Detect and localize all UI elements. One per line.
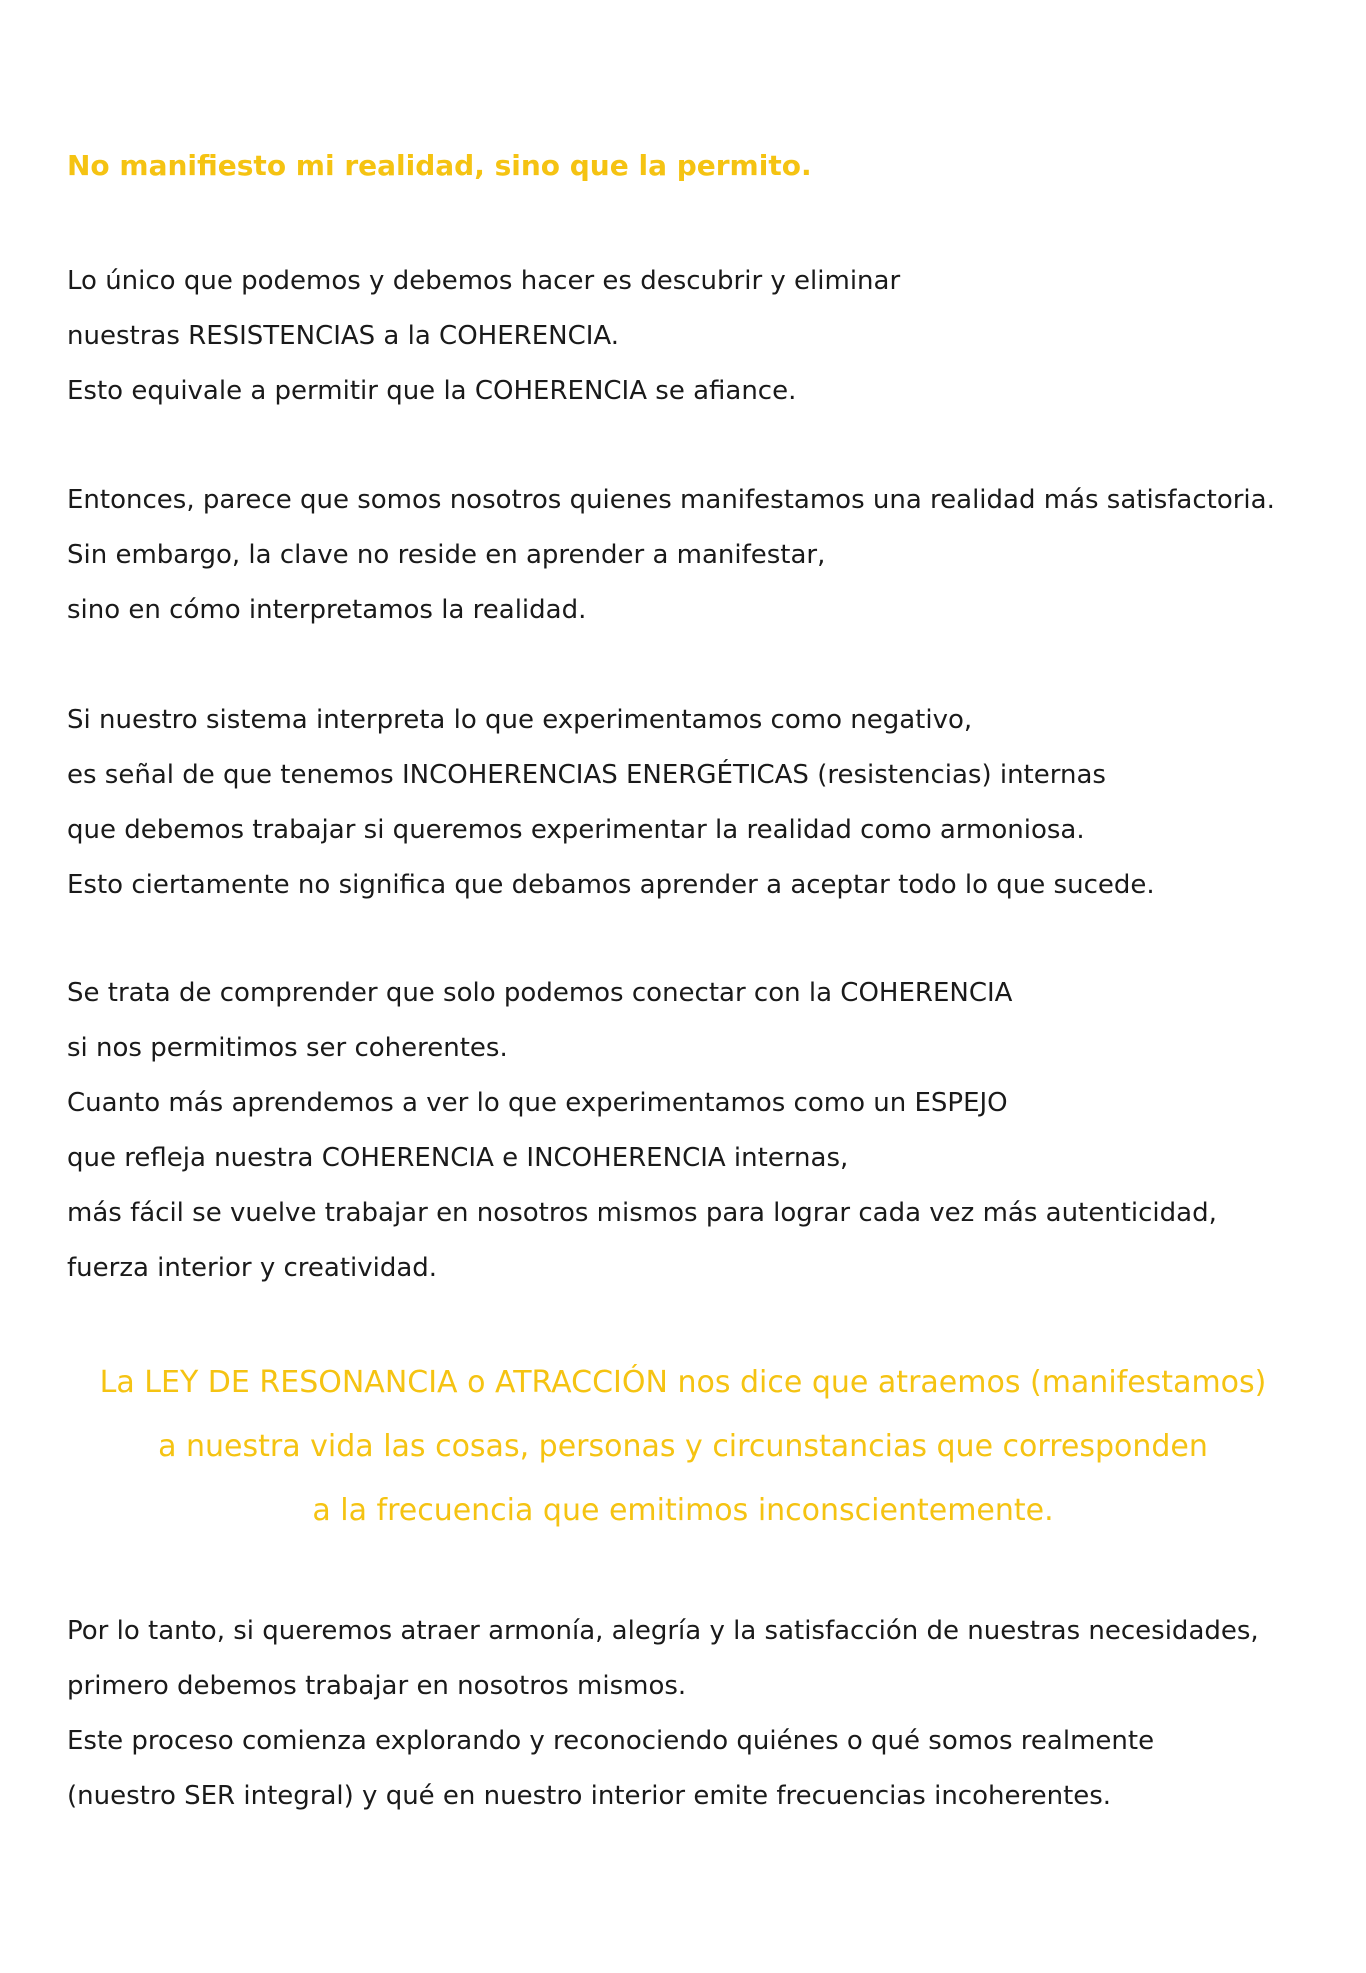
paragraph-line: más fácil se vuelve trabajar en nosotros mismos para lograr cada vez más autenticidad, <box>67 1198 1217 1228</box>
paragraph-line: Esto ciertamente no significa que debamos aprender a aceptar todo lo que sucede. <box>67 870 1155 900</box>
highlighted-quote <box>0 1351 1366 1543</box>
paragraph-line: que refleja nuestra COHERENCIA e INCOHERENCIA internas, <box>67 1143 849 1173</box>
paragraph-line: si nos permitimos ser coherentes. <box>67 1033 508 1063</box>
paragraph-line: Sin embargo, la clave no reside en aprender a manifestar, <box>67 540 826 570</box>
paragraph-line: Cuanto más aprendemos a ver lo que experimentamos como un ESPEJO <box>67 1088 1008 1118</box>
page-title: No manifiesto mi realidad, sino que la permito. <box>67 149 812 182</box>
paragraph-line: Esto equivale a permitir que la COHERENCIA se afiance. <box>67 376 797 406</box>
paragraph-line: fuerza interior y creatividad. <box>67 1253 438 1283</box>
paragraph-line: que debemos trabajar si queremos experimentar la realidad como armoniosa. <box>67 815 1085 845</box>
paragraph-interpretacion <box>67 473 1275 638</box>
paragraph-line: es señal de que tenemos INCOHERENCIAS ENERGÉTICAS (resistencias) internas <box>67 760 1106 790</box>
paragraph-line: sino en cómo interpretamos la realidad. <box>67 595 587 625</box>
paragraph-line: Entonces, parece que somos nosotros quienes manifestamos una realidad más satisfactoria. <box>67 485 1275 515</box>
paragraph-espejo <box>67 966 1217 1296</box>
paragraph-line: primero debemos trabajar en nosotros mismos. <box>67 1671 687 1701</box>
paragraph-closing <box>67 1604 1259 1824</box>
quote-line: a nuestra vida las cosas, personas y circunstancias que corresponden <box>158 1429 1208 1464</box>
paragraph-resistencias <box>67 254 900 419</box>
paragraph-line: (nuestro SER integral) y qué en nuestro interior emite frecuencias incoherentes. <box>67 1781 1112 1811</box>
quote-line: La LEY DE RESONANCIA o ATRACCIÓN nos dice que atraemos (manifestamos) <box>99 1365 1267 1400</box>
paragraph-line: Por lo tanto, si queremos atraer armonía, alegría y la satisfacción de nuestras necesidades, <box>67 1616 1259 1646</box>
paragraph-line: Si nuestro sistema interpreta lo que experimentamos como negativo, <box>67 705 973 735</box>
quote-line: a la frecuencia que emitimos inconscientemente. <box>312 1493 1054 1528</box>
paragraph-incoherencias <box>67 693 1155 913</box>
paragraph-line: Este proceso comienza explorando y reconociendo quiénes o qué somos realmente <box>67 1726 1155 1756</box>
paragraph-line: Se trata de comprender que solo podemos conectar con la COHERENCIA <box>67 978 1013 1008</box>
paragraph-line: Lo único que podemos y debemos hacer es descubrir y eliminar <box>67 266 901 296</box>
paragraph-line: nuestras RESISTENCIAS a la COHERENCIA. <box>67 321 620 351</box>
